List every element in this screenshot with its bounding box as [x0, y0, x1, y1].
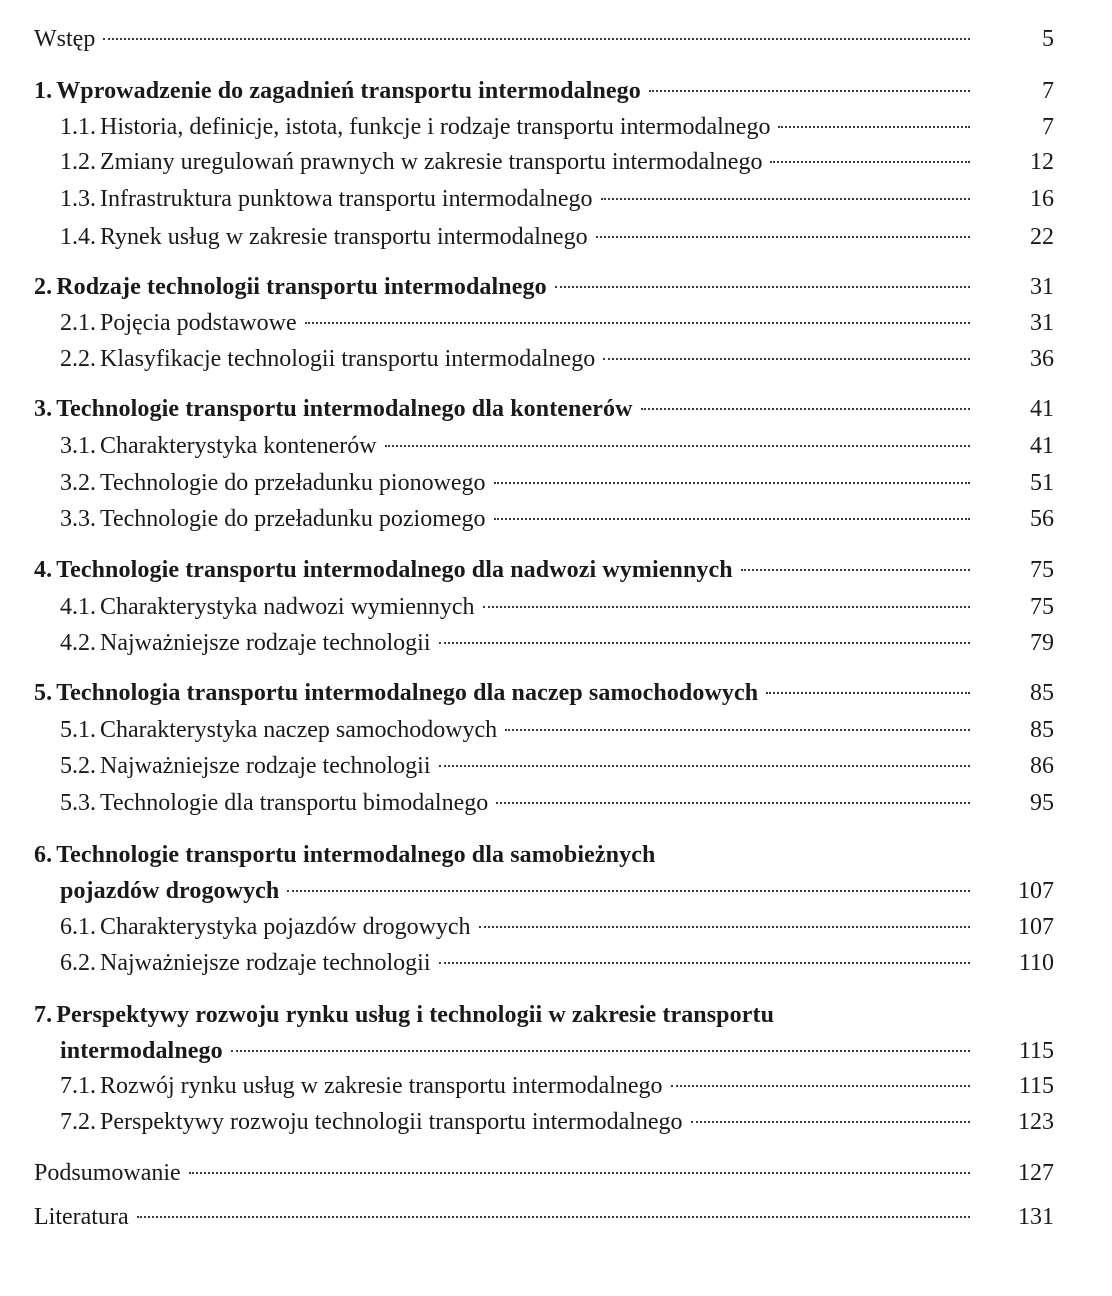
toc-entry-title — [60, 715, 503, 745]
dot-leader — [231, 1050, 970, 1052]
toc-page-number: 7 — [1042, 78, 1054, 104]
dot-leader — [385, 445, 970, 447]
toc-page-number: 16 — [1030, 186, 1054, 212]
toc-entry-number: 1.4. — [60, 224, 96, 250]
toc-entry-label: Wprowadzenie do zagadnień transportu intermodalnego — [56, 78, 641, 104]
toc-entry-label: Podsumowanie — [34, 1160, 181, 1186]
toc-entry-title — [60, 592, 481, 622]
toc-page-number: 107 — [1018, 878, 1054, 904]
toc-entry-label: pojazdów drogowych — [60, 878, 280, 904]
dot-leader — [494, 482, 970, 484]
toc-entry — [0, 468, 1112, 498]
toc-entry-title — [34, 76, 647, 106]
toc-entry — [0, 555, 1112, 585]
toc-entry — [0, 1036, 1112, 1066]
toc-entry-label: Klasyfikacje technologii transportu intermodalnego — [100, 346, 596, 372]
toc-entry-number: 4.2. — [60, 630, 96, 656]
toc-entry-title — [34, 272, 553, 302]
dot-leader — [691, 1121, 970, 1123]
toc-entry — [0, 876, 1112, 906]
toc-entry-label: Literatura — [34, 1204, 129, 1230]
toc-entry — [0, 222, 1112, 252]
toc-entry — [0, 24, 1112, 54]
dot-leader — [596, 236, 970, 238]
toc-page-number: 110 — [1018, 950, 1054, 976]
toc-entry — [0, 715, 1112, 745]
toc-entry — [0, 788, 1112, 818]
toc-entry — [0, 112, 1112, 142]
toc-page-number: 56 — [1030, 506, 1054, 532]
toc-entry-number: 2.2. — [60, 346, 96, 372]
toc-page-number: 41 — [1030, 396, 1054, 422]
toc-entry — [0, 431, 1112, 461]
toc-entry-title — [34, 1000, 780, 1030]
toc-entry-title — [60, 1036, 229, 1066]
toc-entry-number: 2. — [34, 274, 53, 300]
toc-entry — [0, 840, 1112, 870]
toc-entry — [0, 272, 1112, 302]
toc-entry-label: Technologie dla transportu bimodalnego — [100, 790, 489, 816]
toc-entry-title — [60, 184, 599, 214]
toc-entry-label: Technologie transportu intermodalnego dla kontenerów — [56, 396, 633, 422]
dot-leader — [505, 729, 970, 731]
toc-page-number: 79 — [1030, 630, 1054, 656]
dot-leader — [103, 38, 970, 40]
toc-entry-number: 7.1. — [60, 1073, 96, 1099]
dot-leader — [189, 1172, 970, 1174]
toc-entry-label: Perspektywy rozwoju technologii transportu intermodalnego — [100, 1109, 683, 1135]
toc-entry-number: 1.2. — [60, 149, 96, 175]
dot-leader — [601, 198, 970, 200]
toc-page-number: 41 — [1030, 433, 1054, 459]
toc-page-number: 85 — [1030, 717, 1054, 743]
toc-page-number: 75 — [1030, 594, 1054, 620]
toc-entry-title — [60, 1107, 689, 1137]
toc-page-number: 107 — [1018, 914, 1054, 940]
toc-entry — [0, 1202, 1112, 1232]
toc-page-number: 115 — [1018, 1038, 1054, 1064]
toc-entry-label: Technologia transportu intermodalnego dla naczep samochodowych — [56, 680, 759, 706]
toc-entry-label: Technologie transportu intermodalnego dla nadwozi wymiennych — [56, 557, 733, 583]
toc-page-number: 31 — [1030, 310, 1054, 336]
toc-entry-title — [34, 394, 639, 424]
toc-entry-number: 6.1. — [60, 914, 96, 940]
toc-entry-label: Charakterystyka pojazdów drogowych — [100, 914, 471, 940]
toc-entry-number: 5.3. — [60, 790, 96, 816]
dot-leader — [305, 322, 970, 324]
dot-leader — [649, 90, 970, 92]
toc-entry-label: Historia, definicje, istota, funkcje i rodzaje transportu intermodalnego — [100, 114, 771, 140]
toc-entry-title — [34, 555, 739, 585]
toc-entry-number: 5. — [34, 680, 53, 706]
toc-entry-label: Charakterystyka naczep samochodowych — [100, 717, 498, 743]
toc-entry-title — [60, 1071, 669, 1101]
dot-leader — [287, 890, 970, 892]
toc-entry-number: 1.3. — [60, 186, 96, 212]
toc-entry-label: Charakterystyka kontenerów — [100, 433, 377, 459]
toc-page-number: 7 — [1042, 114, 1054, 140]
dot-leader — [555, 286, 970, 288]
toc-entry-title — [60, 431, 383, 461]
toc-page-number: 5 — [1042, 26, 1054, 52]
toc-entry-number: 4. — [34, 557, 53, 583]
toc-entry-number: 5.2. — [60, 753, 96, 779]
toc-entry-label: Najważniejsze rodzaje technologii — [100, 753, 431, 779]
toc-page-number: 75 — [1030, 557, 1054, 583]
toc-entry-title — [34, 678, 764, 708]
toc-entry-label: Rodzaje technologii transportu intermodalnego — [56, 274, 547, 300]
toc-entry-number: 7.2. — [60, 1109, 96, 1135]
toc-entry — [0, 147, 1112, 177]
toc-entry-number: 3.3. — [60, 506, 96, 532]
dot-leader — [766, 692, 970, 694]
toc-entry-number: 6. — [34, 842, 53, 868]
toc-page-number: 22 — [1030, 224, 1054, 250]
toc-entry-title — [60, 468, 492, 498]
toc-entry-label: Technologie do przeładunku poziomego — [100, 506, 486, 532]
toc-entry — [0, 1071, 1112, 1101]
toc-page-number: 51 — [1030, 470, 1054, 496]
toc-entry-label: Infrastruktura punktowa transportu intermodalnego — [100, 186, 593, 212]
toc-entry-number: 3.2. — [60, 470, 96, 496]
toc-entry — [0, 678, 1112, 708]
toc-entry-title — [34, 840, 661, 870]
dot-leader — [603, 358, 970, 360]
toc-entry-title — [60, 628, 437, 658]
toc-entry-title — [60, 948, 437, 978]
toc-entry-number: 4.1. — [60, 594, 96, 620]
toc-entry-title — [60, 504, 492, 534]
toc-entry-number: 6.2. — [60, 950, 96, 976]
toc-entry — [0, 394, 1112, 424]
toc-entry-title — [60, 222, 594, 252]
toc-entry-title — [60, 112, 776, 142]
dot-leader — [479, 926, 970, 928]
dot-leader — [641, 408, 970, 410]
toc-entry-title — [60, 912, 477, 942]
dot-leader — [778, 126, 970, 128]
toc-entry-title — [60, 788, 494, 818]
toc-entry-number: 3. — [34, 396, 53, 422]
toc-entry-number: 2.1. — [60, 310, 96, 336]
toc-entry-label: Charakterystyka nadwozi wymiennych — [100, 594, 475, 620]
toc-entry-label: Rozwój rynku usług w zakresie transportu intermodalnego — [100, 1073, 663, 1099]
toc-entry-title — [60, 751, 437, 781]
dot-leader — [483, 606, 970, 608]
toc-page-number: 31 — [1030, 274, 1054, 300]
toc-entry-number: 3.1. — [60, 433, 96, 459]
toc-page-number: 36 — [1030, 346, 1054, 372]
toc-page-number: 123 — [1018, 1109, 1054, 1135]
toc-entry — [0, 1158, 1112, 1188]
toc-entry-title — [34, 1202, 135, 1232]
toc-entry-label: intermodalnego — [60, 1038, 223, 1064]
toc-page-number: 95 — [1030, 790, 1054, 816]
toc-entry — [0, 308, 1112, 338]
toc-page-number: 86 — [1030, 753, 1054, 779]
dot-leader — [439, 765, 970, 767]
dot-leader — [496, 802, 970, 804]
toc-entry-number: 1. — [34, 78, 53, 104]
toc-entry-title — [60, 344, 601, 374]
toc-entry — [0, 1000, 1112, 1030]
toc-page-number: 12 — [1030, 149, 1054, 175]
dot-leader — [137, 1216, 970, 1218]
toc-entry — [0, 912, 1112, 942]
toc-entry-label: Technologie do przeładunku pionowego — [100, 470, 486, 496]
toc-entry — [0, 948, 1112, 978]
toc-entry — [0, 751, 1112, 781]
toc-entry-label: Rynek usług w zakresie transportu intermodalnego — [100, 224, 588, 250]
dot-leader — [741, 569, 970, 571]
toc-page-number: 131 — [1018, 1204, 1054, 1230]
toc-entry-label: Najważniejsze rodzaje technologii — [100, 950, 431, 976]
toc-entry-label: Perspektywy rozwoju rynku usług i technologii w zakresie transportu — [56, 1002, 775, 1028]
dot-leader — [494, 518, 970, 520]
toc-entry-label: Najważniejsze rodzaje technologii — [100, 630, 431, 656]
toc-entry-number: 7. — [34, 1002, 53, 1028]
dot-leader — [671, 1085, 970, 1087]
toc-entry — [0, 592, 1112, 622]
toc-entry-label: Zmiany uregulowań prawnych w zakresie transportu intermodalnego — [100, 149, 763, 175]
toc-entry-title — [60, 876, 285, 906]
toc-entry-title — [34, 24, 101, 54]
toc-entry — [0, 184, 1112, 214]
toc-page-number: 127 — [1018, 1160, 1054, 1186]
toc-entry — [0, 1107, 1112, 1137]
toc-page-number: 115 — [1018, 1073, 1054, 1099]
toc-entry — [0, 344, 1112, 374]
dot-leader — [439, 962, 970, 964]
toc-entry — [0, 628, 1112, 658]
dot-leader — [770, 161, 970, 163]
toc-entry — [0, 76, 1112, 106]
toc-entry-label: Pojęcia podstawowe — [100, 310, 297, 336]
toc-entry-number: 5.1. — [60, 717, 96, 743]
toc-entry-title — [60, 308, 303, 338]
toc-entry — [0, 504, 1112, 534]
dot-leader — [439, 642, 970, 644]
toc-entry-number: 1.1. — [60, 114, 96, 140]
toc-entry-title — [60, 147, 768, 177]
toc-entry-title — [34, 1158, 187, 1188]
toc-entry-label: Technologie transportu intermodalnego dla samobieżnych — [56, 842, 656, 868]
toc-page-number: 85 — [1030, 680, 1054, 706]
toc-entry-label: Wstęp — [34, 26, 96, 52]
